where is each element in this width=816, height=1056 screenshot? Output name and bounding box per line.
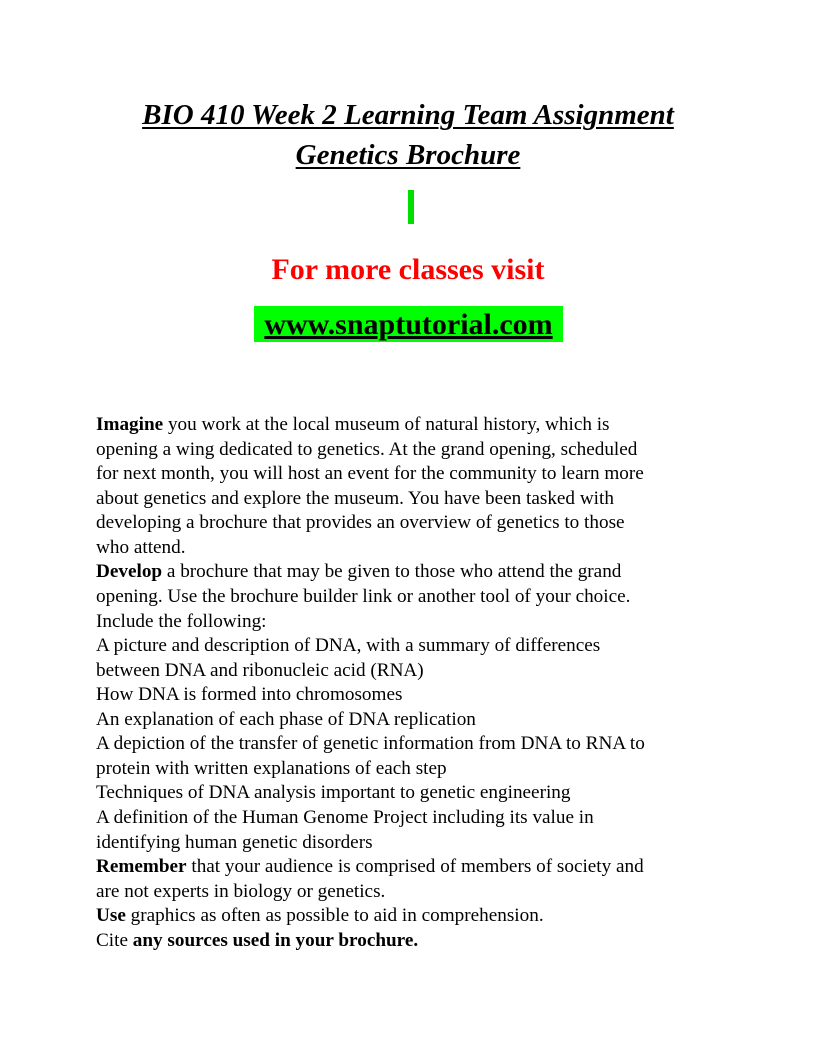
line-text: identifying human genetic disorders	[96, 831, 373, 853]
bold-lead-word: Develop	[96, 561, 163, 583]
line-text: are not experts in biology or genetics.	[96, 880, 386, 902]
line-text: How DNA is formed into chromosomes	[96, 684, 403, 706]
body-line	[96, 511, 736, 536]
body-line	[96, 413, 736, 438]
line-text: developing a brochure that provides an overview of genetics to those	[96, 512, 625, 534]
body-line	[96, 585, 736, 610]
body-line	[96, 560, 736, 585]
body-line	[96, 462, 736, 487]
body-line	[96, 536, 736, 561]
line-text: An explanation of each phase of DNA replication	[96, 708, 476, 730]
body-line	[96, 929, 736, 954]
body-line	[96, 781, 736, 806]
line-text: graphics as often as possible to aid in comprehension.	[125, 905, 544, 927]
green-bar-decoration	[408, 190, 414, 224]
body-line	[96, 757, 736, 782]
body-line	[96, 487, 736, 512]
body-line	[96, 610, 736, 635]
body-line	[96, 806, 736, 831]
line-text: Cite	[96, 929, 133, 951]
line-text: a brochure that may be given to those who attend the grand	[162, 561, 622, 583]
line-text: A definition of the Human Genome Project including its value in	[96, 807, 594, 828]
line-text: who attend.	[96, 536, 186, 558]
body-line	[96, 634, 736, 659]
line-text: Techniques of DNA analysis important to genetic engineering	[96, 782, 571, 804]
line-text: about genetics and explore the museum. You have been tasked with	[96, 487, 614, 509]
line-text: Include the following:	[96, 610, 267, 632]
bold-lead-word: Use	[96, 905, 126, 927]
body-line	[96, 831, 736, 856]
body-line	[96, 904, 736, 929]
line-text: you work at the local museum of natural history, which is	[163, 414, 610, 435]
promo-text: For more classes visit	[271, 253, 545, 286]
line-text: between DNA and ribonucleic acid (RNA)	[96, 659, 424, 681]
bold-trailing-text: any sources used in your brochure.	[132, 929, 419, 951]
body-line	[96, 880, 736, 905]
body-line	[96, 708, 736, 733]
body-line	[96, 659, 736, 684]
line-text: opening a wing dedicated to genetics. At the grand opening, scheduled	[96, 438, 638, 460]
assignment-body	[96, 413, 736, 953]
line-text: protein with written explanations of each step	[96, 757, 447, 779]
line-text: for next month, you will host an event for the community to learn more	[96, 463, 644, 485]
document-title-line-1: BIO 410 Week 2 Learning Team Assignment	[142, 99, 674, 131]
line-text: A depiction of the transfer of genetic information from DNA to RNA to	[96, 733, 645, 755]
bold-lead-word: Remember	[96, 856, 187, 878]
body-line	[96, 732, 736, 757]
body-line	[96, 683, 736, 708]
document-title-line-2: Genetics Brochure	[295, 139, 521, 171]
snaptutorial-link[interactable]: www.snaptutorial.com	[254, 306, 563, 342]
body-line	[96, 855, 736, 880]
line-text: that your audience is comprised of members of society and	[186, 856, 644, 878]
body-line	[96, 438, 736, 463]
bold-lead-word: Imagine	[96, 414, 164, 435]
line-text: opening. Use the brochure builder link or another tool of your choice.	[96, 585, 631, 607]
line-text: A picture and description of DNA, with a summary of differences	[96, 635, 601, 657]
